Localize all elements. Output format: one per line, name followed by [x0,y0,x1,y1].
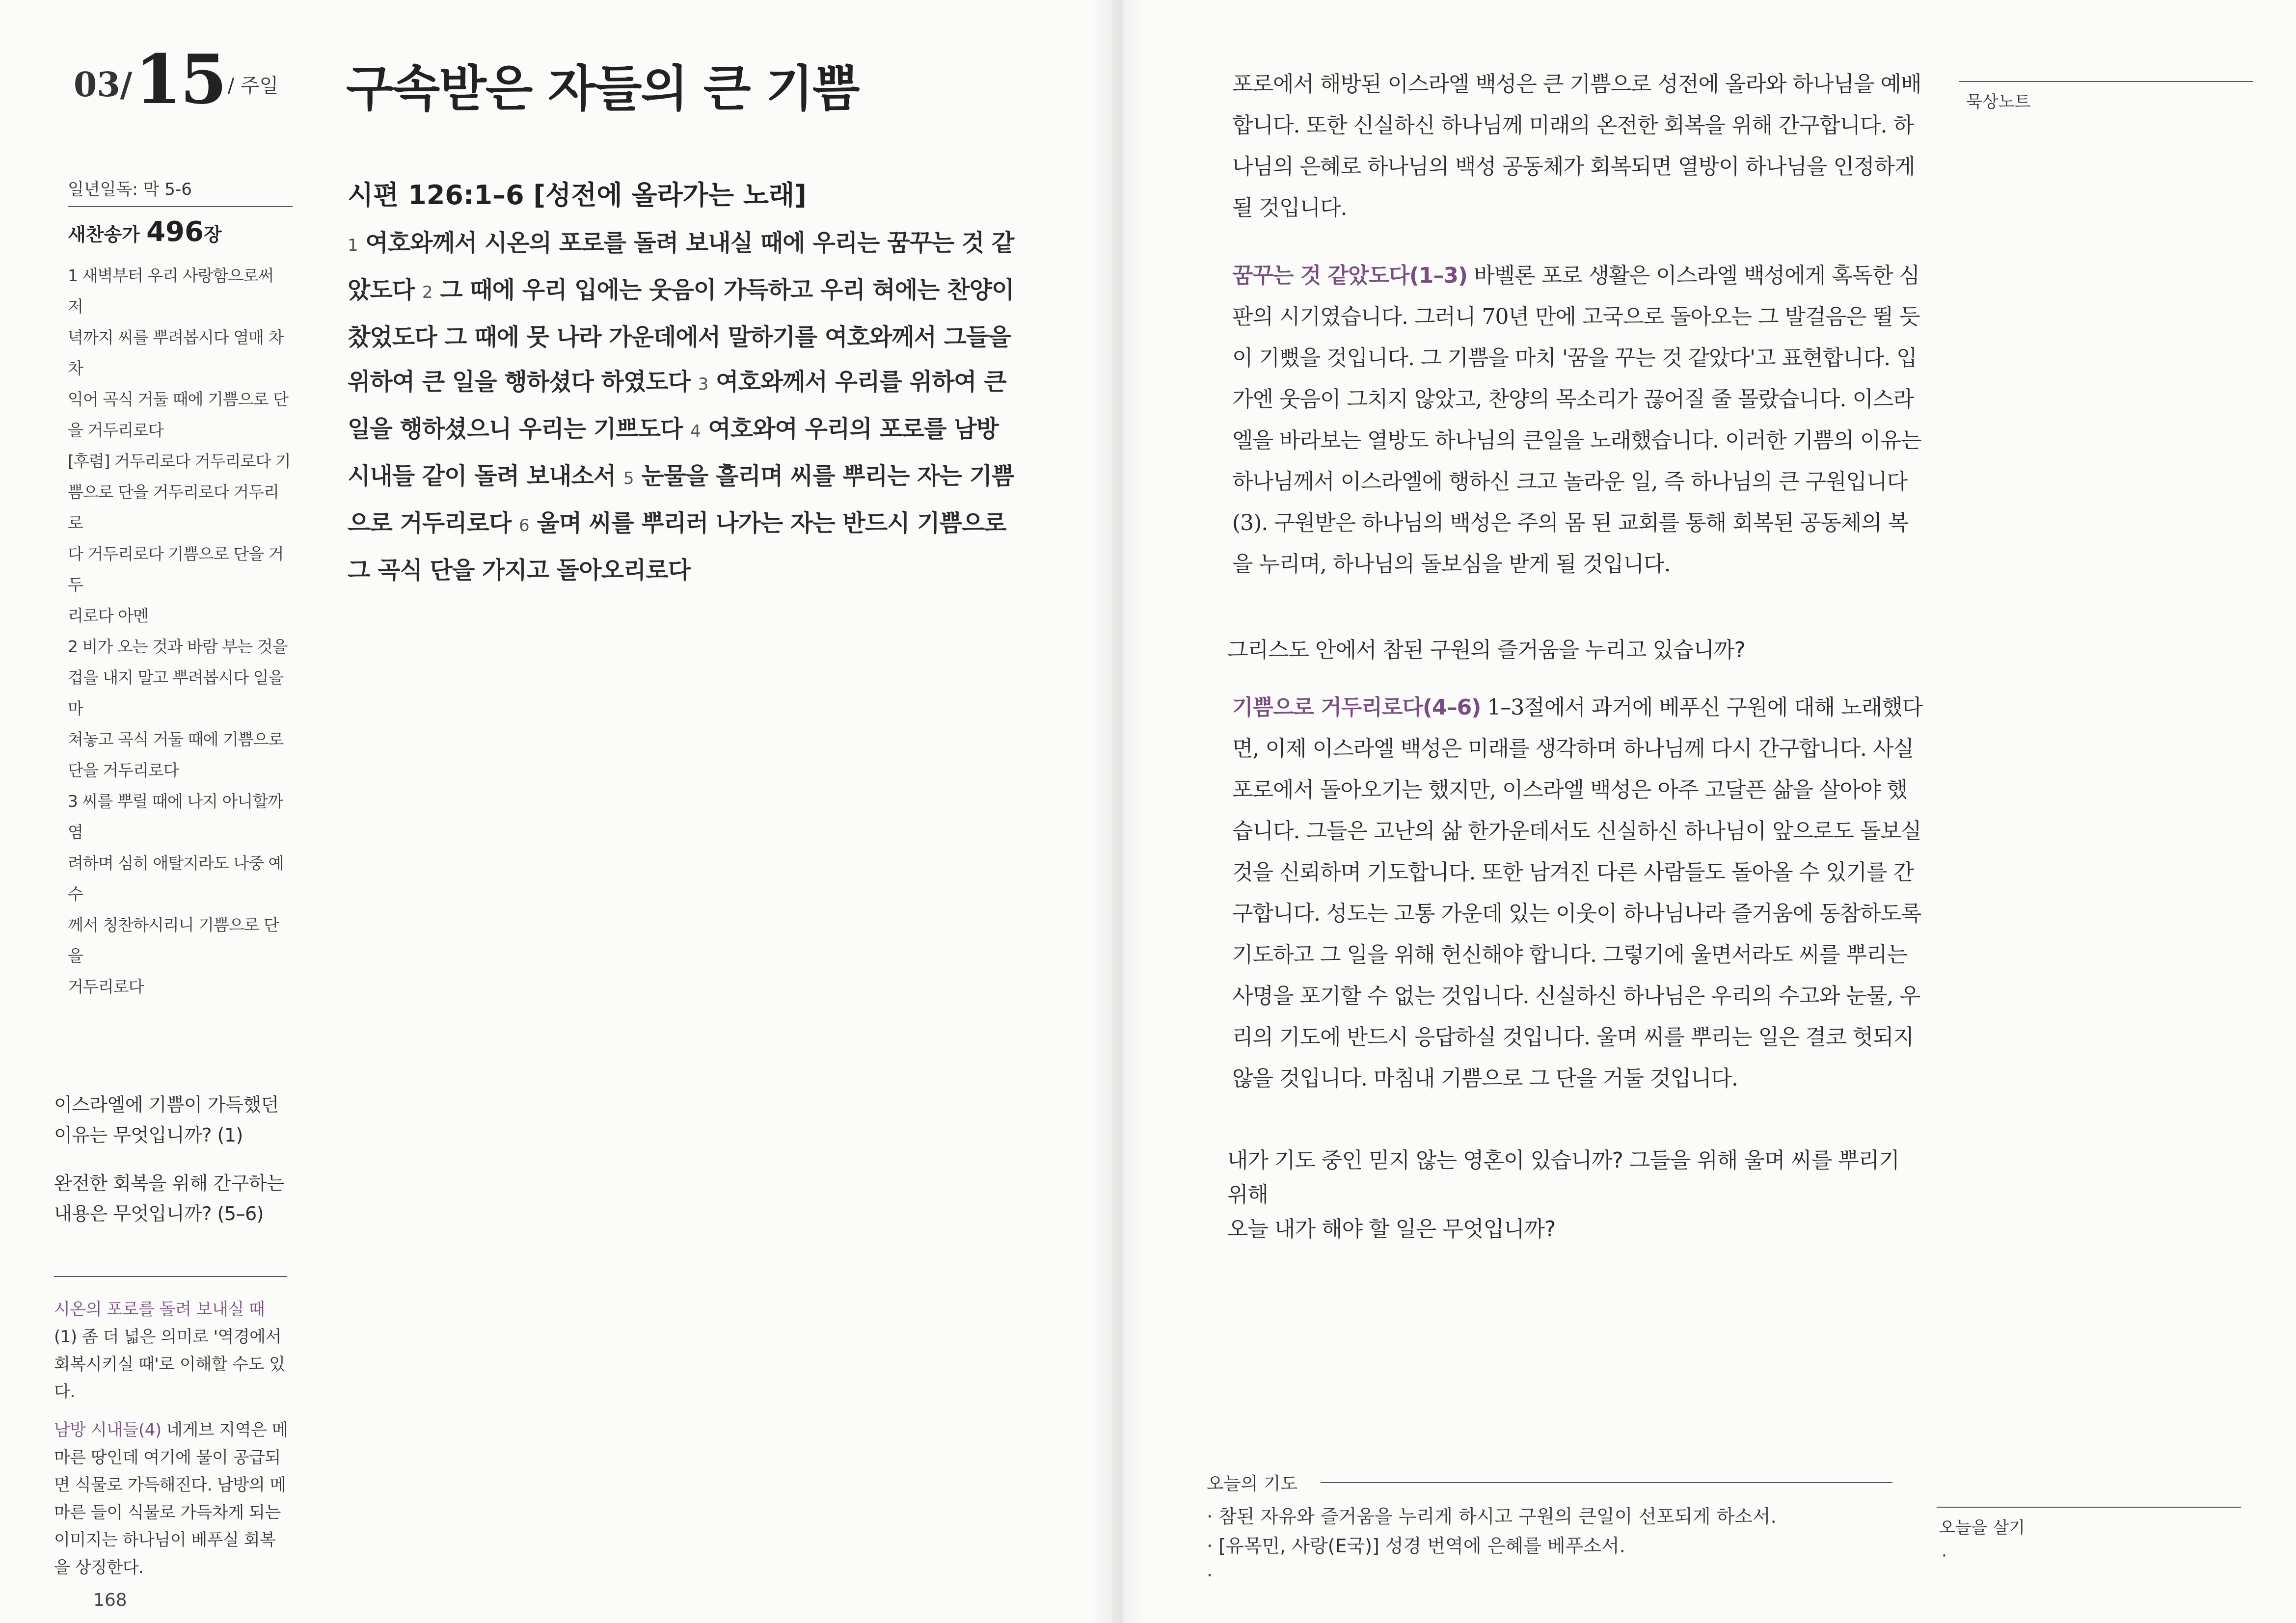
prayer-item: · 참된 자유와 즐거움을 누리게 하시고 구원의 큰일이 선포되게 하소서. [1207,1506,1777,1527]
hymn-line: 께서 칭찬하시리니 기쁨으로 단을 [68,915,279,965]
verse-number: 1 [348,236,358,255]
date-month: 03 [74,65,120,105]
hymn-line: 2 비가 오는 것과 바람 부는 것을 [68,637,288,656]
verse-text: 울며 씨를 뿌리러 나가는 자는 반드시 기쁨으로 그 곡식 단을 가지고 돌아오리로다 [348,509,1006,584]
verse-text: 눈물을 흘리며 씨를 뿌리는 자는 기쁨으로 거두리로다 [348,462,1014,537]
verse-text: 여호와께서 우리를 위하여 큰 일을 행하셨으니 우리는 기쁘도다 [348,368,1006,443]
hymn-line: 익어 곡식 거둘 때에 기쁨으로 단 [68,390,288,409]
prayer-rule [1321,1482,1892,1483]
commentary-section-1 [1232,255,1924,585]
prayer-item: · [유목민, 사랑(E국)] 성경 번역에 은혜를 베푸소서. [1207,1535,1625,1557]
hymn-line: 쁨으로 단을 거두리로다 거두리로 [68,482,279,532]
verse-number: 5 [623,469,634,488]
notes-rule [54,1276,287,1277]
page-number: 168 [93,1590,127,1610]
verse-text: 여호와여 우리의 포로를 남방 시내들 같이 돌려 보내소서 [348,415,999,490]
date-weekday: / 주일 [227,75,279,97]
note-text: 네게브 지역은 메마른 땅인데 여기에 물이 공급되면 식물로 가득해진다. 남방의 메마른 들이 식물로 가득차게 되는 이미지는 하나님이 베푸실 회복을 상징한다. [54,1420,288,1577]
question-2: 완전한 회복을 위해 간구하는 내용은 무엇입니까? (5–6) [54,1172,285,1224]
today-bullet: · [1942,1546,1947,1566]
question-1: 이스라엘에 기쁨이 가득했던 이유는 무엇입니까? (1) [54,1094,279,1146]
section-2-paragraph [1232,687,1924,1099]
reflection-line: 오늘 내가 해야 할 일은 무엇입니까? [1227,1217,1556,1242]
date-day: 15 [135,39,225,119]
reflection-question-1: 그리스도 안에서 참된 구원의 즐거움을 누리고 있습니까? [1227,638,1745,663]
commentary-section-2 [1232,687,1924,1099]
note-text: (1) 좀 더 넓은 의미로 '역경에서 회복시키실 때'로 이해할 수도 있다. [54,1327,285,1402]
hymn-line: 리로다 아멘 [68,606,148,625]
scripture-title: 시편 126:1–6 [성전에 올라가는 노래] [348,180,807,211]
commentary-intro [1232,64,1924,229]
page-title: 구속받은 자들의 큰 기쁨 [346,59,859,117]
hymn-line: 녁까지 씨를 뿌려봅시다 열매 차차 [68,328,284,378]
section-1-label: 꿈꾸는 것 같았도다(1–3) [1232,263,1468,288]
hymn-line: 1 새벽부터 우리 사랑함으로써 저 [68,266,274,316]
note-term: 남방 시내들(4) [54,1420,162,1440]
meditation-notes-label: 묵상노트 [1966,92,2031,112]
reflection-line: 내가 기도 중인 믿지 않는 영혼이 있습니까? 그들을 위해 울며 씨를 뿌리기 위해 [1227,1148,1899,1207]
yearly-reading: 일년일독: 막 5-6 [68,180,192,199]
verse-text: 그 때에 우리 입에는 웃음이 가득하고 우리 혀에는 찬양이 찼었도다 그 때에 뭇 나라 가운데에서 말하기를 여호와께서 그들을 위하여 큰 일을 행하셨다 하였도다 [348,276,1014,396]
study-questions [54,1090,290,1247]
section-1-paragraph [1232,255,1924,585]
today-rule [1937,1507,2241,1508]
prayer-item: · [1207,1565,1213,1586]
today-living-label: 오늘을 살기 [1939,1518,2026,1538]
section-1-text: 바벨론 포로 생활은 이스라엘 백성에게 혹독한 심판의 시기였습니다. 그러니 70년 만에 고국으로 돌아오는 그 발걸음은 뛸 듯이 기뻤을 것입니다. 그 기쁨을 마치 '꿈을 꾸는 것 같았다'고 표현합니다. 입가엔 웃음이 그치지 않았고, 찬양의 목소리가 끊어질 줄 몰랐습니다. 이스라엘을 바라보는 열방도 하나님의 큰일을 노래했습니다. 이러한 기쁨의 이유는 하나님께서 이스라엘에 행하신 크고 놀라운 일, 즉 하나님의 큰 구원입니다(3). 구원받은 하나님의 백성은 주의 몸 된 교회를 통해 회복된 공동체의 복을 누리며, 하나님의 돌보심을 받게 될 것입니다. [1232,263,1921,577]
hymn-lyrics [68,260,293,1002]
word-notes [54,1296,290,1592]
hymn-title [68,216,293,248]
reflection-question-2 [1227,1144,1924,1247]
reading-rule [68,206,293,207]
date-header [74,39,278,119]
note-term: 시온의 포로를 돌려 보내실 때 [54,1300,265,1319]
note-1 [54,1296,290,1406]
hymn-line: 쳐놓고 곡식 거둘 때에 기쁨으로 [68,730,284,749]
hymn-line: 3 씨를 뿌릴 때에 나지 아니할까 염 [68,792,283,842]
date-slash: / [120,65,133,105]
hymn-line: 다 거두리로다 기쁨으로 단을 거두 [68,544,284,594]
scripture-text [348,221,1025,593]
hymn-number: 496 [146,216,204,248]
verse-number: 4 [690,422,701,441]
book-gutter [1090,0,1149,1623]
verse-number: 2 [422,283,432,302]
verse-number: 3 [698,374,708,394]
note-2 [54,1416,290,1581]
hymn-line: 을 거두리로다 [68,421,163,440]
hymn-line: 려하며 심히 애탈지라도 나중 예수 [68,853,284,904]
hymn-line: 겁을 내지 말고 뿌려봅시다 일을 마 [68,668,284,718]
hymn-line: 거두리로다 [68,977,144,996]
hymn-suffix: 장 [203,224,222,245]
verse-number: 6 [519,516,529,535]
prayer-list [1207,1502,1918,1590]
hymn-line: 단을 거두리로다 [68,761,179,780]
verse-text: 여호와께서 시온의 포로를 돌려 보내실 때에 우리는 꿈꾸는 것 같았도다 [348,229,1014,304]
hymn-prefix: 새찬송가 [68,224,147,245]
notes-top-rule [1959,81,2253,82]
hymn-line: [후렴] 거두리로다 거두리로다 기 [68,452,291,471]
section-2-label: 기쁨으로 거두리로다(4–6) [1232,695,1481,720]
prayer-label: 오늘의 기도 [1207,1474,1298,1494]
section-2-text: 1–3절에서 과거에 베푸신 구원에 대해 노래했다면, 이제 이스라엘 백성은 미래를 생각하며 하나님께 다시 간구합니다. 사실 포로에서 돌아오기는 했지만, 이스라엘 백성은 아주 고달픈 삶을 살아야 했습니다. 그들은 고난의 삶 한가운데서도 신실하신 하나님이 앞으로도 돌보실 것을 신뢰하며 기도합니다. 또한 남겨진 다른 사람들도 돌아올 수 있기를 간구합니다. 성도는 고통 가운데 있는 이웃이 하나님나라 즐거움에 동참하도록 기도하고 그 일을 위해 헌신해야 합니다. 그렇기에 울면서라도 씨를 뿌리는 사명을 포기할 수 없는 것입니다. 신실하신 하나님은 우리의 수고와 눈물, 우리의 기도에 반드시 응답하실 것입니다. 울며 씨를 뿌리는 일은 결코 헛되지 않을 것입니다. 마침내 기쁨으로 그 단을 거둘 것입니다. [1232,695,1923,1091]
intro-text: 포로에서 해방된 이스라엘 백성은 큰 기쁨으로 성전에 올라와 하나님을 예배합니다. 또한 신실하신 하나님께 미래의 온전한 회복을 위해 간구합니다. 하나님의 은혜로 하나님의 백성 공동체가 회복되면 열방이 하나님을 인정하게 될 것입니다. [1232,72,1921,220]
